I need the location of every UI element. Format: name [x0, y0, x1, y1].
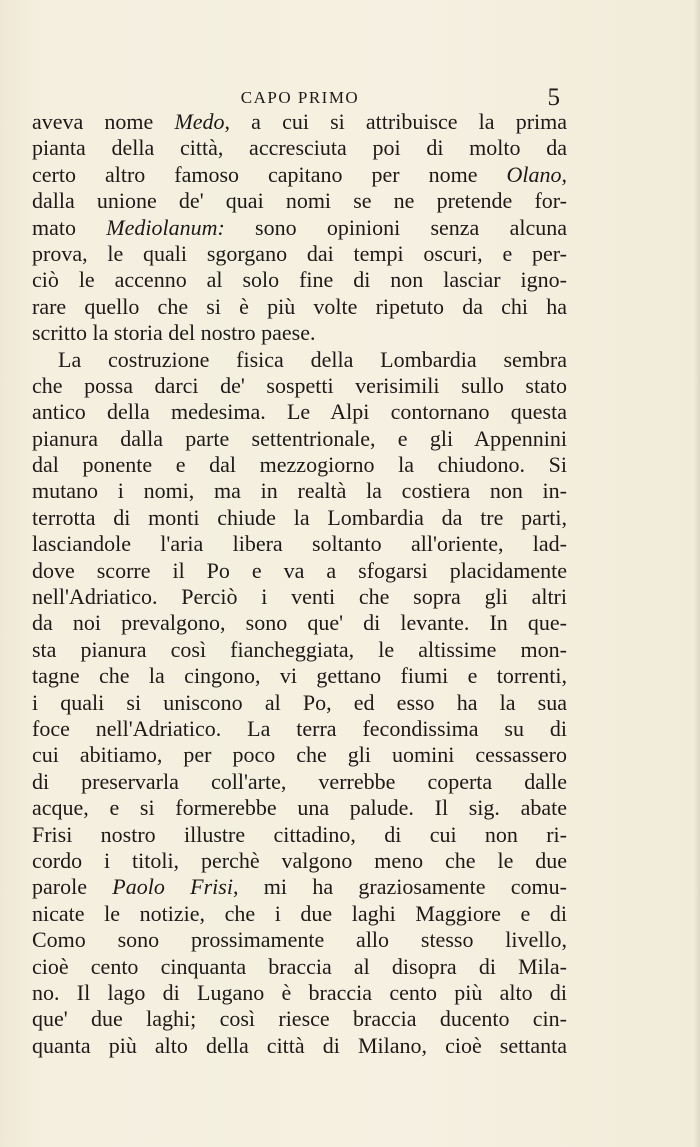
text-line: [32, 241, 567, 267]
text-line: [32, 558, 567, 584]
text-line: [32, 347, 567, 373]
text-segment: prova, le quali sgorgano dai tempi oscuri, e per-: [32, 240, 567, 266]
text-line: [32, 742, 567, 768]
text-segment: di preservarla coll'arte, verrebbe coperta dalle: [32, 768, 567, 794]
text-line: [32, 267, 567, 293]
chapter-title: CAPO PRIMO: [240, 88, 360, 107]
text-line: [32, 399, 567, 425]
text-line: [32, 769, 567, 795]
text-line: [32, 531, 567, 557]
text-segment: dalla unione de' quai nomi se ne pretende for-: [32, 188, 567, 214]
text-segment: nell'Adriatico. Perciò i venti che sopra gli altri: [32, 584, 567, 610]
text-line: [32, 452, 567, 478]
text-line: [32, 1033, 567, 1059]
text-line: [32, 874, 567, 900]
text-segment: nicate le notizie, che i due laghi Maggiore e di: [32, 900, 567, 926]
text-segment: mato: [32, 214, 107, 240]
text-line: [32, 716, 567, 742]
text-line: [32, 980, 567, 1006]
text-line: [32, 822, 567, 848]
text-segment: ,: [561, 161, 567, 187]
text-segment: terrotta di monti chiude la Lombardia da tre parti,: [32, 504, 567, 530]
text-segment: quanta più alto della città di Milano, cioè settanta: [32, 1032, 567, 1058]
text-segment: antico della medesima. Le Alpi contornano questa: [32, 399, 567, 425]
text-segment: lasciandole l'aria libera soltanto all'oriente, lad-: [32, 531, 567, 557]
text-line: [32, 848, 567, 874]
page-number: 5: [547, 84, 560, 111]
text-segment: Frisi nostro illustre cittadino, di cui non ri-: [32, 821, 567, 847]
italic-text: Medo: [174, 109, 225, 134]
italic-text: Paolo Frisi: [112, 874, 233, 900]
text-segment: que' due laghi; così riesce braccia ducento cin-: [32, 1006, 567, 1032]
text-segment: ciò le accenno al solo fine di non lasciar igno-: [32, 267, 567, 293]
text-line: [32, 1006, 567, 1032]
text-line: [32, 188, 567, 214]
text-segment: foce nell'Adriatico. La terra fecondissima su di: [32, 715, 567, 741]
body-text: [32, 109, 567, 1059]
text-segment: rare quello che si è più volte ripetuto da chi ha: [32, 293, 567, 319]
text-segment: certo altro famoso capitano per nome: [32, 161, 507, 187]
text-line: [32, 901, 567, 927]
text-line: [32, 294, 567, 320]
text-line: [32, 663, 567, 689]
text-segment: La costruzione fisica della Lombardia sembra: [58, 346, 567, 372]
text-segment: , mi ha graziosamente comu-: [232, 874, 568, 900]
text-line: [32, 584, 567, 610]
text-segment: cui abitiamo, per poco che gli uomini cessassero: [32, 742, 567, 768]
text-segment: cordo i titoli, perchè valgono meno che le due: [32, 847, 567, 873]
text-segment: sta pianura così fiancheggiata, le altissime mon-: [32, 636, 567, 662]
text-segment: cioè cento cinquanta braccia al disopra di Mila-: [32, 953, 567, 979]
text-line: [32, 373, 567, 399]
text-segment: parole: [32, 874, 113, 900]
text-line: [32, 690, 567, 716]
text-line: [32, 109, 567, 135]
text-line: [32, 162, 567, 188]
text-line: [32, 610, 567, 636]
text-segment: da noi prevalgono, sono que' di levante. In que-: [32, 610, 567, 636]
text-segment: tagne che la cingono, vi gettano fiumi e torrenti,: [32, 663, 567, 689]
text-segment: no. Il lago di Lugano è braccia cento più alto di: [32, 979, 567, 1005]
text-segment: Como sono prossimamente allo stesso livello,: [32, 927, 567, 953]
text-line: [32, 135, 567, 161]
text-line: [32, 927, 567, 953]
text-segment: scritto la storia del nostro paese.: [32, 320, 316, 346]
text-segment: dal ponente e dal mezzogiorno la chiudono. Si: [32, 452, 567, 478]
text-segment: che possa darci de' sospetti verisimili sullo stato: [32, 372, 567, 398]
text-segment: mutano i nomi, ma in realtà la costiera non in-: [32, 478, 567, 504]
text-segment: dove scorre il Po e va a sfogarsi placidamente: [32, 557, 567, 583]
text-line: [32, 954, 567, 980]
italic-text: Mediolanum:: [106, 214, 225, 240]
text-segment: sono opinioni senza alcuna: [224, 214, 567, 240]
text-line: [32, 215, 567, 241]
text-segment: acque, e si formerebbe una palude. Il sig. abate: [32, 795, 567, 821]
text-segment: pianura dalla parte settentrionale, e gli Appennini: [32, 425, 567, 451]
text-segment: aveva nome: [32, 109, 175, 134]
text-segment: i quali si uniscono al Po, ed esso ha la sua: [32, 689, 567, 715]
text-segment: , a cui si attribuisce la prima: [224, 109, 568, 134]
page-edge-shadow: [694, 0, 700, 1147]
text-line: [32, 426, 567, 452]
text-line: [32, 795, 567, 821]
text-line: [32, 637, 567, 663]
text-line: [32, 505, 567, 531]
text-line: [32, 320, 567, 346]
italic-text: Olano: [506, 161, 562, 187]
text-segment: pianta della città, accresciuta poi di molto da: [32, 135, 567, 161]
text-line: [32, 478, 567, 504]
